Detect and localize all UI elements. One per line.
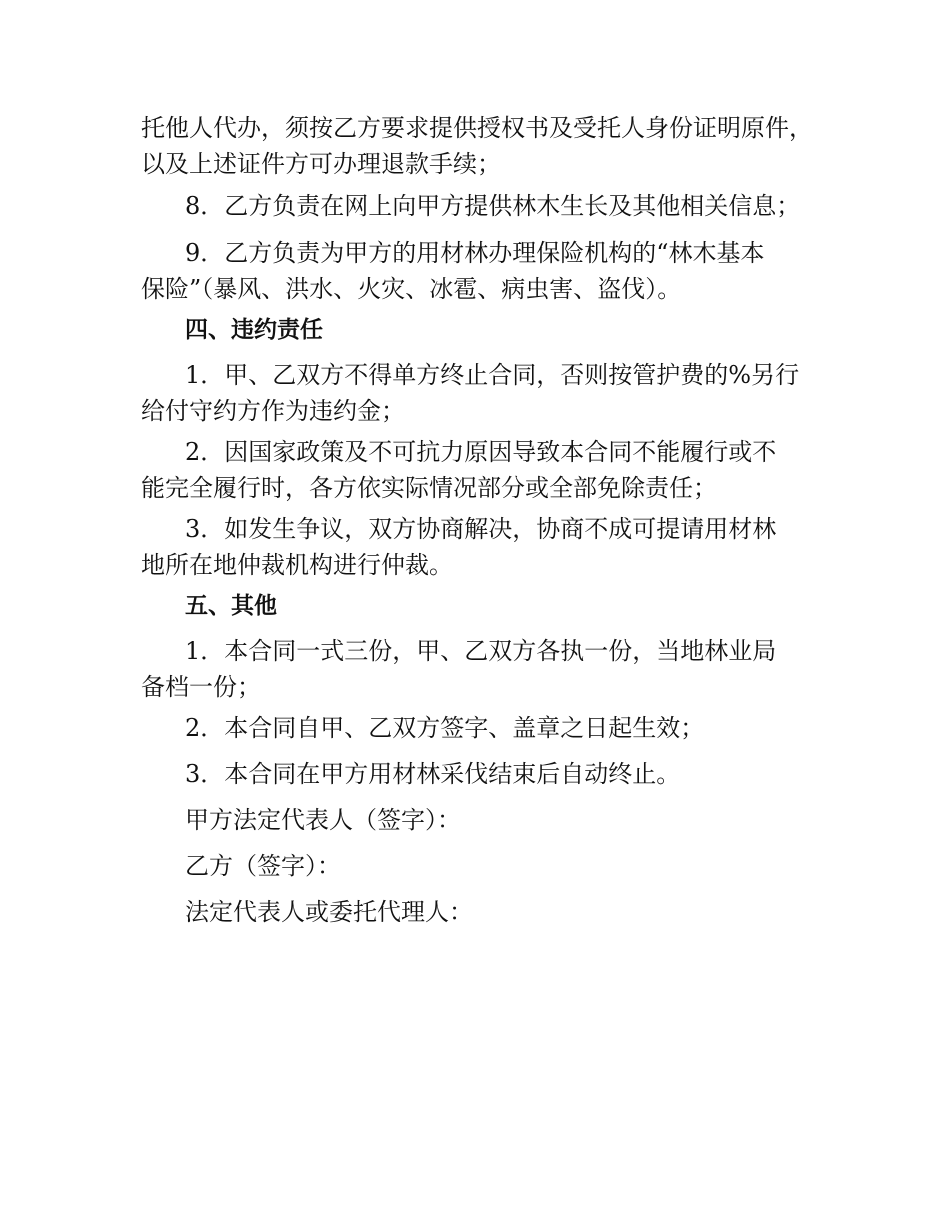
paragraph-liability-3 [141,511,841,583]
text-line: 给付守约方作为违约金； [141,397,405,425]
text-line: 能完全履行时，各方依实际情况部分或全部免除责任； [141,474,717,502]
text-line: 地所在地仲裁机构进行仲裁。 [141,551,453,579]
paragraph-liability-1 [141,357,841,429]
section-heading-text: 四、违约责任 [185,317,323,343]
paragraph-refund-continuation [141,110,841,182]
text-line: 1．本合同一式三份，甲、乙双方各执一份，当地林业局 [185,637,777,665]
text-line: 备档一份； [141,673,261,701]
signature-label: 甲方法定代表人（签字）： [185,806,461,834]
signature-representative [141,894,841,930]
paragraph-liability-2 [141,434,841,506]
text-line: 1．甲、乙双方不得单方终止合同，否则按管护费的%另行 [185,361,800,389]
paragraph-other-2 [141,710,841,746]
paragraph-other-1 [141,633,841,705]
text-line: 3．如发生争议，双方协商解决，协商不成可提请用材林 [185,515,777,543]
text-line: 以及上述证件方可办理退款手续； [141,150,501,178]
paragraph-clause-8 [141,188,841,224]
text-line: 2．因国家政策及不可抗力原因导致本合同不能履行或不 [185,438,777,466]
signature-party-a [141,802,841,838]
text-line: 3．本合同在甲方用材林采伐结束后自动终止。 [185,760,681,788]
signature-party-b [141,848,841,884]
signature-label: 乙方（签字）： [185,852,341,880]
section-heading-text: 五、其他 [185,593,277,619]
text-line: 保险”（暴风、洪水、火灾、冰雹、病虫害、盗伐）。 [141,275,682,303]
paragraph-clause-9 [141,235,841,307]
text-line: 2．本合同自甲、乙双方签字、盖章之日起生效； [185,714,705,742]
paragraph-other-3 [141,756,841,792]
text-line: 8．乙方负责在网上向甲方提供林木生长及其他相关信息； [185,192,801,220]
text-line: 9．乙方负责为甲方的用材林办理保险机构的“林木基本 [185,239,765,267]
section-heading-liability [141,312,841,348]
text-line: 托他人代办，须按乙方要求提供授权书及受托人身份证明原件， [141,114,813,142]
signature-label: 法定代表人或委托代理人： [185,898,473,926]
section-heading-other [141,588,841,624]
